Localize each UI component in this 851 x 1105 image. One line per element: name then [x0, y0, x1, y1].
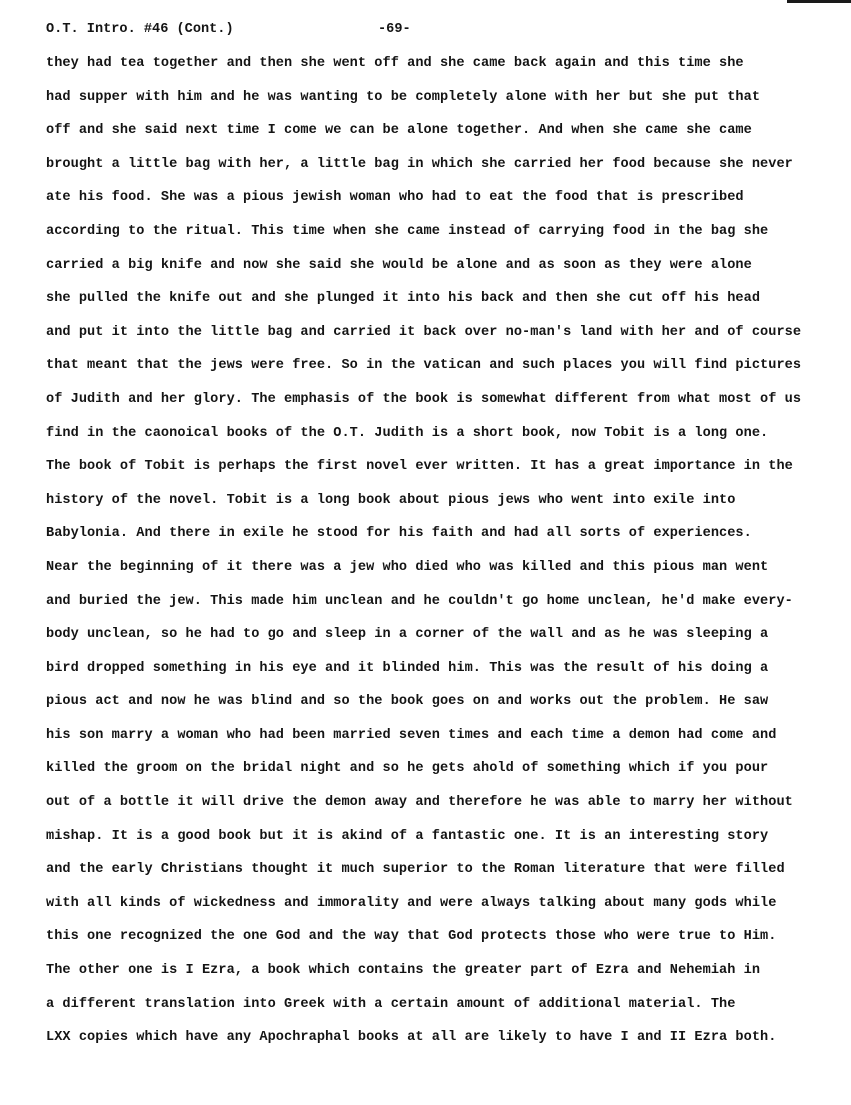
text-line: body unclean, so he had to go and sleep in a corner of the wall and as he was sleeping a [46, 627, 769, 643]
text-line: Babylonia. And there in exile he stood for his faith and had all sorts of experiences. [46, 526, 752, 542]
text-line: ate his food. She was a pious jewish woman who had to eat the food that is prescribed [46, 190, 744, 206]
text-line: pious act and now he was blind and so the book goes on and works out the problem. He saw [46, 694, 769, 710]
text-line: they had tea together and then she went off and she came back again and this time she [46, 56, 744, 71]
text-line: carried a big knife and now she said she would be alone and as soon as they were alone [46, 257, 752, 273]
text-line: according to the ritual. This time when she came instead of carrying food in the bag she [46, 223, 769, 239]
text-line: this one recognized the one God and the way that God protects those who were true to Him. [46, 929, 777, 945]
text-line: out of a bottle it will drive the demon away and therefore he was able to marry her without [46, 795, 793, 811]
text-line: history of the novel. Tobit is a long book about pious jews who went into exile into [46, 492, 736, 508]
text-line: off and she said next time I come we can be alone together. And when she came she came [46, 123, 752, 139]
page-number: -69- [378, 22, 411, 37]
scan-edge-mark [787, 0, 851, 3]
text-line: The book of Tobit is perhaps the first novel ever written. It has a great importance in the [46, 459, 793, 475]
text-line: Near the beginning of it there was a jew who died who was killed and this pious man went [46, 559, 769, 575]
text-line: of Judith and her glory. The emphasis of the book is somewhat different from what most of us [46, 391, 802, 407]
text-line: a different translation into Greek with a certain amount of additional material. The [46, 996, 736, 1012]
text-line: find in the caonoical books of the O.T. Judith is a short book, now Tobit is a long one. [46, 425, 769, 441]
text-line: with all kinds of wickedness and immorality and were always talking about many gods while [46, 895, 777, 911]
body-text [46, 54, 836, 1062]
text-line: his son marry a woman who had been married seven times and each time a demon had come and [46, 727, 777, 743]
text-line: and put it into the little bag and carried it back over no-man's land with her and of course [46, 324, 802, 340]
text-line: killed the groom on the bridal night and so he gets ahold of something which if you pour [46, 761, 769, 777]
page-header [46, 22, 806, 44]
text-line: that meant that the jews were free. So in the vatican and such places you will find pictures [46, 358, 802, 374]
text-line: she pulled the knife out and she plunged it into his back and then she cut off his head [46, 291, 761, 307]
text-line: LXX copies which have any Apochraphal books at all are likely to have I and II Ezra both. [46, 1030, 777, 1046]
header-title: O.T. Intro. #46 (Cont.) [46, 22, 234, 37]
text-line: and the early Christians thought it much superior to the Roman literature that were filled [46, 862, 785, 878]
text-line: mishap. It is a good book but it is akind of a fantastic one. It is an interesting story [46, 828, 769, 844]
text-line: brought a little bag with her, a little bag in which she carried her food because she never [46, 156, 793, 172]
text-line: and buried the jew. This made him unclean and he couldn't go home unclean, he'd make every- [46, 593, 793, 609]
text-line: The other one is I Ezra, a book which contains the greater part of Ezra and Nehemiah in [46, 963, 761, 979]
text-line: bird dropped something in his eye and it blinded him. This was the result of his doing a [46, 660, 769, 676]
text-line: had supper with him and he was wanting to be completely alone with her but she put that [46, 89, 761, 105]
